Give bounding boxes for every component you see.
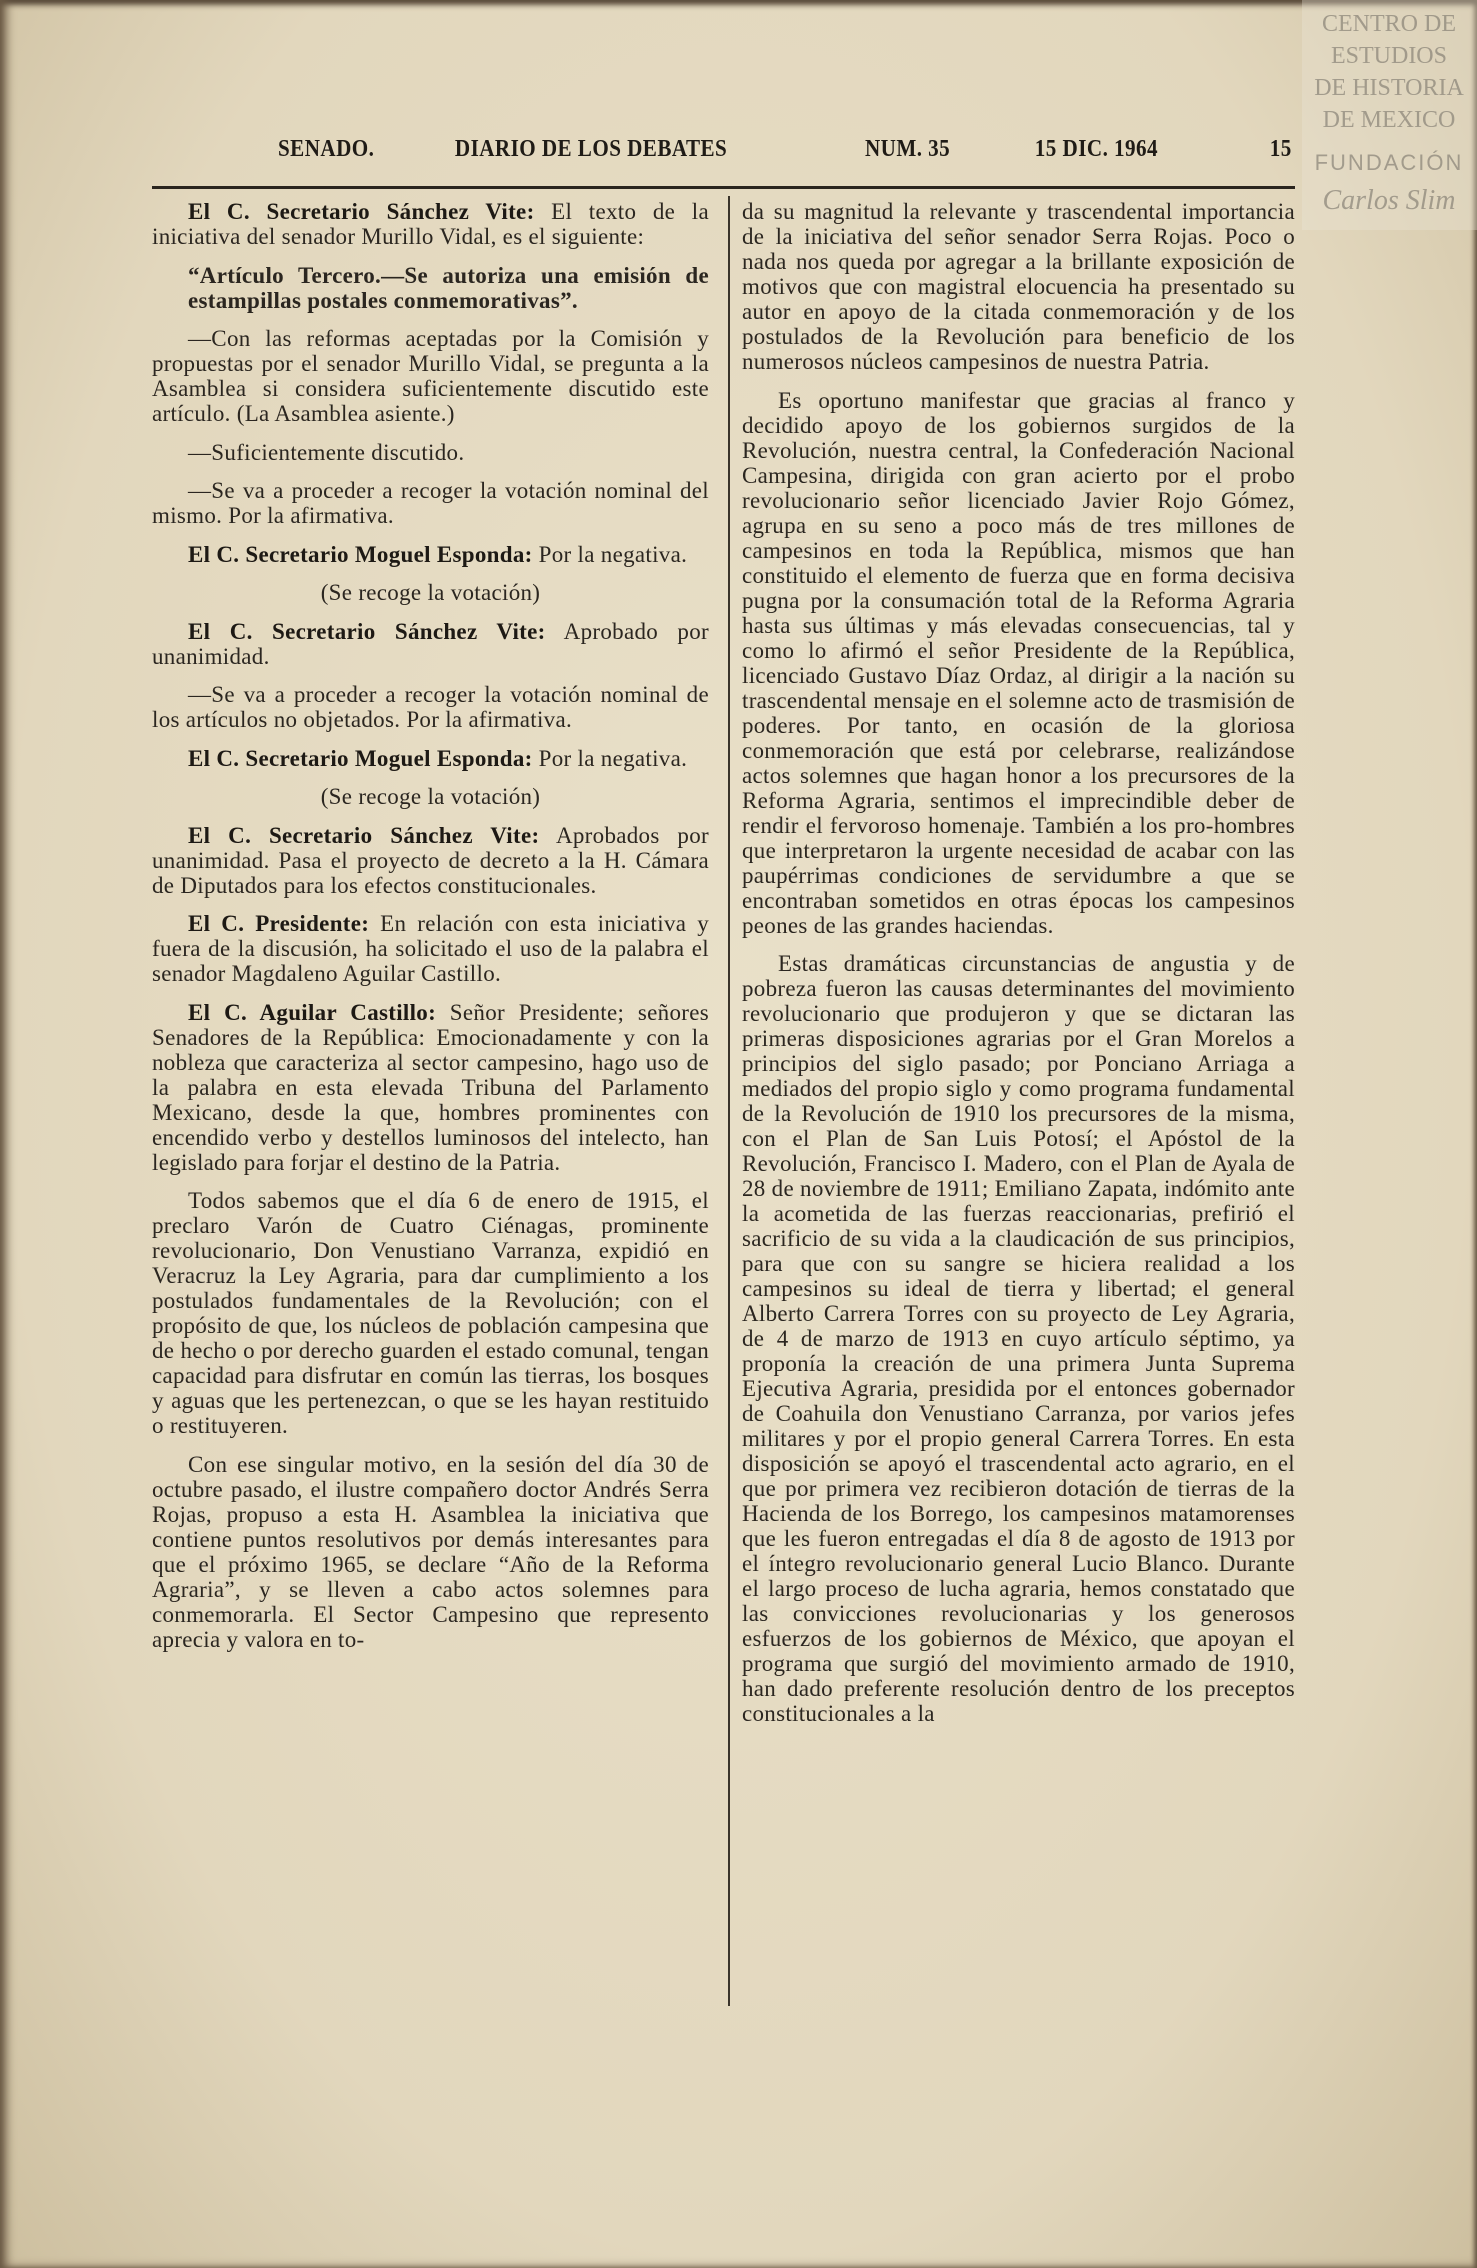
left-column (152, 199, 709, 1665)
header-section: SENADO. (278, 136, 375, 162)
paragraph: Es oportuno manifestar que gracias al franco y decidido apoyo de los gobiernos surgidos de la Revolución, nuestra central, la Confederación Nacional Campesina, dirigida con gran acierto por el probo revolucionario señor licenciado Javier Rojo Gómez, agrupa en su seno a poco más de tres millones de campesinos en toda la República, mismos que han constituido el elemento de fuerza que en forma decisiva pugna por la consumación total de la Reforma Agraria hasta sus últimas y más elevadas consecuencias, tal y como lo afirmó el señor Presidente de la República, licenciado Gustavo Díaz Ordaz, al dirigir a la nación su trascendental mensaje en el solemne acto de trasmisión de poderes. Por tanto, en ocasión de la gloriosa conmemoración que está por celebrarse, realizándose actos solemnes que hagan honor a los precursores de la Reforma Agraria, sentimos el imprecindible deber de rendir el fervoroso homenaje. También a los pro-hombres que interpretaron la urgente necesidad de acabar con las paupérrimas condiciones de servidumbre a que se encontraban sometidos en otras épocas los campesinos peones de las grandes haciendas. (742, 387, 1295, 938)
paragraph (152, 746, 709, 771)
right-column (742, 199, 1295, 1740)
paragraph: —Suficientemente discutido. (188, 439, 465, 465)
watermark-line: DE HISTORIA (1314, 75, 1464, 101)
speaker: El C. Secretario Sánchez Vite: (188, 618, 546, 644)
watermark-institution (1308, 8, 1470, 136)
watermark-line: ESTUDIOS (1330, 43, 1447, 69)
paragraph (152, 911, 709, 986)
watermark-line: CENTRO DE (1322, 11, 1456, 37)
paragraph (152, 199, 709, 249)
speech: Por la negativa. (532, 745, 688, 771)
paragraph: Estas dramáticas circunstancias de angustia y de pobreza fueron las causas determinantes del movimiento revolucionario que produjeron y que se dictaran las primeras disposiciones agrarias por el Gran Morelos a principios del siglo pasado; por Ponciano Arriaga a mediados del propio siglo y como programa fundamental de la Revolución de 1910 los precursores de la misma, con el Plan de San Luis Potosí; el Apóstol de la Revolución, Francisco I. Madero, con el Plan de Ayala de 28 de noviembre de 1911; Emiliano Zapata, indómito ante la acometida de las fuerzas reaccionarias, prefirió el sacrificio de su vida a la claudicación de sus principios, para que con su sangre se hiciera realidad a los campesinos su ideal de tierra y libertad; el general Alberto Carrera Torres con su proyecto de Ley Agraria, de 4 de marzo de 1913 en cuyo artículo séptimo, ya proponía la creación de una primera Junta Suprema Ejecutiva Agraria, presidida por el entonces gobernador de Coahuila don Venustiano Carranza, por varios jefes militares y por el propio general Carrera Torres. En esta disposición se apoyó el trascendental acto agrario, en el que por primera vez recibieron dotación de tierras de la Hacienda de los Borrego, los campesinos matamorenses que les fueron entregadas el día 8 de agosto de 1913 por el íntegro revolucionario general Lucio Blanco. Durante el largo proceso de lucha agraria, hemos constatado que las convicciones revolucionarias y los generosos esfuerzos de los gobiernos de México, que apoyan el programa que surgió del movimiento armado de 1910, han dado preferente resolución dentro de los preceptos constitucionales a la (742, 951, 1295, 1726)
speech: Aprobado por unanimidad. (152, 618, 709, 669)
paragraph (152, 1000, 709, 1175)
watermark-line: DE MEXICO (1322, 107, 1456, 133)
watermark-signature: Carlos Slim (1322, 185, 1456, 216)
paragraph: Todos sabemos que el día 6 de enero de 1915, el preclaro Varón de Cuatro Ciénagas, prominente revolucionario, Don Venustiano Varranza, expidió en Veracruz la Ley Agraria, para dar cumplimiento a los postulados fundamentales de la Revolución; con el propósito de que, los núcleos de población campesina que de hecho o por derecho guarden el estado comunal, tengan capacidad para disfrutar en común las tierras, los bosques y aguas que les pertenezcan, o que se les hayan restituido o restituyeren. (152, 1188, 709, 1438)
running-header (278, 136, 1334, 170)
speech: Por la negativa. (532, 541, 688, 567)
speaker: El C. Secretario Sánchez Vite: (188, 822, 540, 848)
speech: Señor Presidente; señores Senadores de la República: Emocionadamente y con la nobleza que caracteriza al sector campesino, hago uso de la palabra en esta elevada Tribuna del Parlamento Mexicano, desde la que, hombres prominentes con encendido verbo y destellos luminosos del intelecto, han legislado para forjar el destino de la Patria. (152, 999, 710, 1175)
column-divider (728, 196, 730, 2006)
speaker: El C. Secretario Moguel Esponda: (188, 541, 533, 567)
speaker: El C. Aguilar Castillo: (188, 999, 437, 1025)
paragraph: Con ese singular motivo, en la sesión del día 30 de octubre pasado, el ilustre compañero doctor Andrés Serra Rojas, propuso a esta H. Asamblea la iniciativa que contiene puntos resolutivos por demás interesantes para que el próximo 1965, se declare “Año de la Reforma Agraria”, y se lleven a cabo actos solemnes para conmemorarla. El Sector Campesino que represento aprecia y valora en to- (152, 1451, 709, 1652)
stage-direction: (Se recoge la votación) (320, 784, 541, 809)
header-page-number: 15 (1269, 136, 1292, 162)
speaker: El C. Presidente: (188, 911, 370, 936)
speaker: El C. Secretario Sánchez Vite: (188, 199, 535, 224)
paragraph: —Se va a proceder a recoger la votación nominal del mismo. Por la afirmativa. (152, 478, 709, 528)
header-publication: DIARIO DE LOS DEBATES (454, 136, 728, 162)
paragraph: —Con las reformas aceptadas por la Comisión y propuestas por el senador Murillo Vidal, se pregunta a la Asamblea si considera suficientemente discutido este artículo. (La Asamblea asiente.) (152, 326, 709, 426)
paragraph (152, 823, 709, 898)
paragraph: da su magnitud la relevante y trascendental importancia de la iniciativa del señor senador Serra Rojas. Poco o nada nos queda por agregar a la brillante exposición de motivos que con magistral elocuencia ha presentado su autor en apoyo de la citada conmemoración y de los postulados de la Revolución para beneficio de los numerosos núcleos campesinos de nuestra Patria. (742, 199, 1295, 374)
quoted-article: “Artículo Tercero.—Se autoriza una emisión de estampillas postales conmemorativas”. (188, 262, 709, 313)
paragraph (152, 619, 709, 669)
paragraph: —Se va a proceder a recoger la votación nominal de los artículos no objetados. Por la afirmativa. (152, 682, 709, 732)
speech: El texto de la iniciativa del senador Murillo Vidal, es el siguiente: (152, 199, 709, 249)
watermark-fundacion: FUNDACIÓN (1314, 150, 1464, 175)
header-date: 15 DIC. 1964 (1034, 136, 1159, 162)
speaker: El C. Secretario Moguel Esponda: (188, 745, 533, 771)
paragraph (152, 542, 709, 567)
speech: En relación con esta iniciativa y fuera de la discusión, ha solicitado el uso de la palabra el senador Magdaleno Aguilar Castillo. (152, 911, 710, 986)
header-rule (152, 186, 1295, 189)
stage-direction: (Se recoge la votación) (320, 580, 541, 605)
speech: Aprobados por unanimidad. Pasa el proyecto de decreto a la H. Cámara de Diputados para los efectos constitucionales. (152, 822, 709, 898)
header-number: NUM. 35 (864, 136, 951, 162)
